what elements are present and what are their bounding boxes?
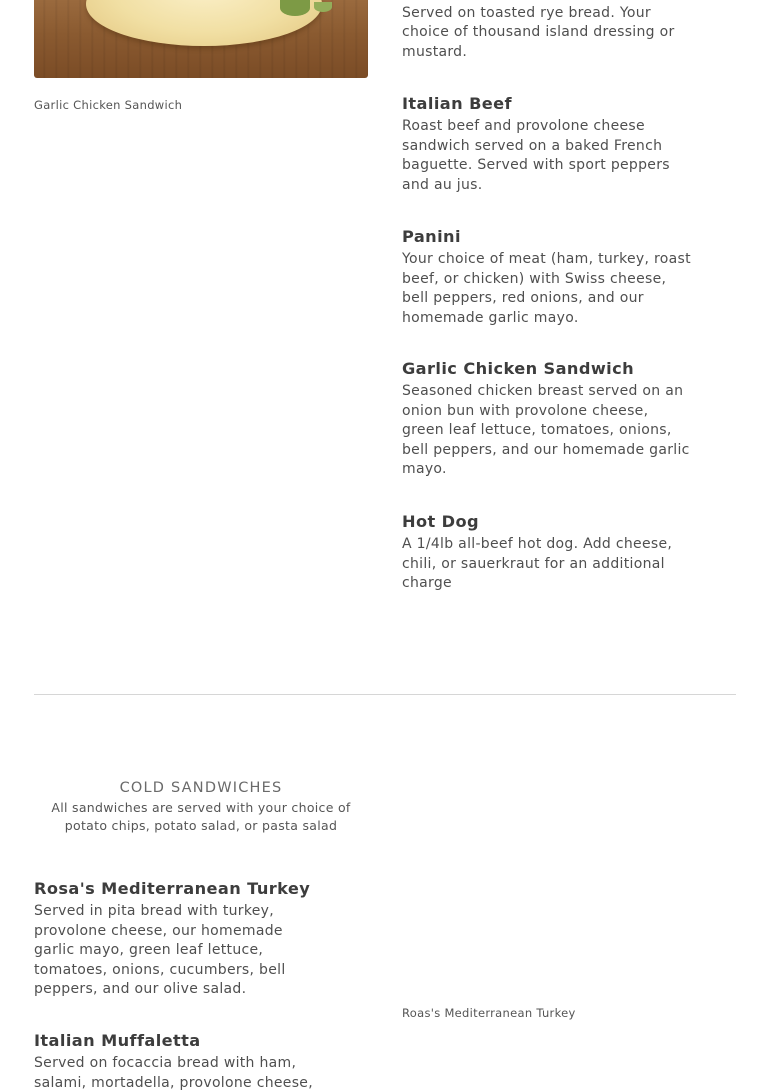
garlic-chicken-sandwich-photo [34, 0, 368, 78]
section-divider [34, 694, 736, 695]
lettuce-garnish [314, 2, 332, 12]
menu-item-italian-beef [402, 93, 694, 195]
section-subheading: All sandwiches are served with your choice of potato chips, potato salad, or pasta salad [51, 800, 351, 833]
menu-item-title: Panini [402, 227, 461, 246]
lettuce-garnish [280, 0, 310, 16]
menu-item-description: A 1/4lb all-beef hot dog. Add cheese, chili, or sauerkraut for an additional charge [402, 536, 673, 592]
menu-item-description: Served on toasted rye bread. Your choice of thousand island dressing or mustard. [402, 4, 675, 60]
menu-item-description: Seasoned chicken breast served on an onion bun with provolone cheese, green leaf lettuce, tomatoes, onions, bell peppers, and our homemade garlic mayo. [402, 383, 690, 478]
photo-caption: Garlic Chicken Sandwich [34, 98, 183, 112]
menu-item-garlic-chicken-sandwich [402, 358, 694, 480]
menu-item-panini [402, 226, 694, 328]
cold-sandwiches-header [34, 778, 368, 835]
menu-item-title: Rosa's Mediterranean Turkey [34, 879, 311, 898]
section-heading: COLD SANDWICHES [119, 780, 283, 796]
menu-item-title: Italian Muffaletta [34, 1031, 201, 1050]
photo-caption: Roas's Mediterranean Turkey [402, 1006, 576, 1020]
menu-item-rosas-mediterranean-turkey [34, 878, 311, 1000]
menu-item-title: Italian Beef [402, 94, 513, 113]
menu-item-hot-dog [402, 511, 694, 594]
menu-item-title: Hot Dog [402, 512, 479, 531]
menu-item-partial [402, 0, 694, 62]
menu-item-description: Served in pita bread with turkey, provolone cheese, our homemade garlic mayo, green leaf lettuce, tomatoes, onions, cucumbers, bell peppers, and our olive salad. [34, 903, 286, 998]
menu-item-description: Roast beef and provolone cheese sandwich served on a baked French baguette. Served with sport peppers and au jus. [402, 118, 670, 193]
menu-item-description: Served on focaccia bread with ham, salami, mortadella, provolone cheese, [34, 1055, 313, 1091]
menu-item-title: Garlic Chicken Sandwich [402, 359, 635, 378]
menu-item-italian-muffaletta [34, 1030, 324, 1092]
menu-item-description: Your choice of meat (ham, turkey, roast beef, or chicken) with Swiss cheese, bell peppers, red onions, and our homemade garlic mayo. [402, 251, 691, 326]
